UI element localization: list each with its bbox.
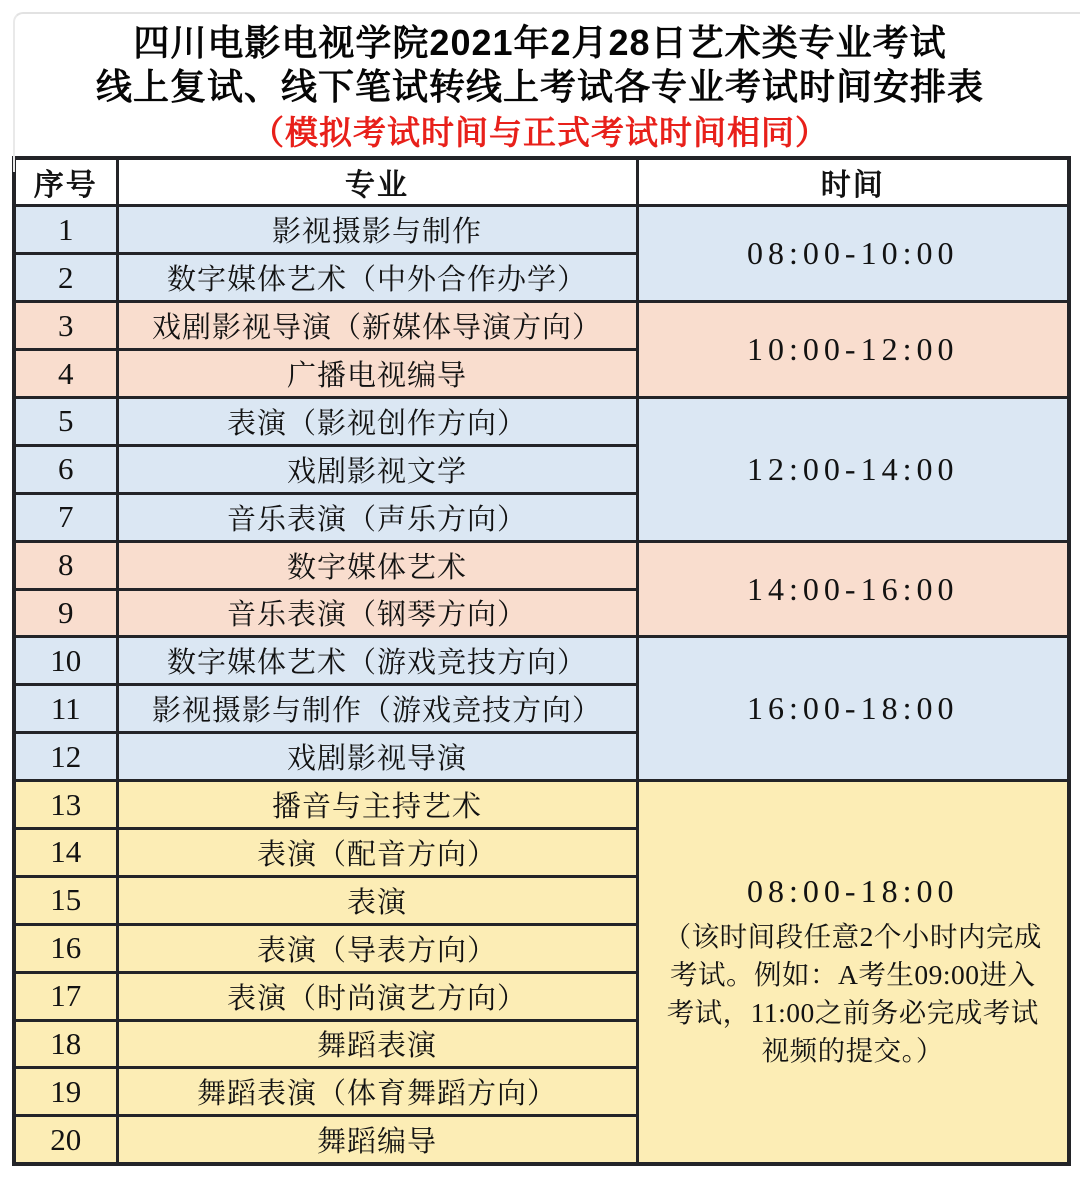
- time-cell: [637, 781, 1069, 1164]
- row-number-cell: 15: [14, 876, 117, 924]
- row-number-cell: 16: [14, 924, 117, 972]
- major-cell: 舞蹈表演（体育舞蹈方向）: [117, 1068, 637, 1116]
- row-number-cell: 14: [14, 828, 117, 876]
- row-number-cell: 2: [14, 254, 117, 302]
- row-number-cell: 3: [14, 302, 117, 350]
- time-cell: 14:00-16:00: [637, 541, 1069, 637]
- table-row: [14, 397, 1069, 445]
- major-cell: 表演（导表方向）: [117, 924, 637, 972]
- row-number-cell: 5: [14, 397, 117, 445]
- major-cell: 广播电视编导: [117, 350, 637, 398]
- time-cell: 16:00-18:00: [637, 637, 1069, 781]
- major-cell: 戏剧影视文学: [117, 445, 637, 493]
- major-cell: 播音与主持艺术: [117, 781, 637, 829]
- major-cell: 数字媒体艺术（中外合作办学）: [117, 254, 637, 302]
- major-cell: 影视摄影与制作（游戏竞技方向）: [117, 685, 637, 733]
- time-cell: 12:00-14:00: [637, 397, 1069, 541]
- time-cell: 08:00-10:00: [637, 206, 1069, 302]
- table-row: [14, 206, 1069, 254]
- major-cell: 戏剧影视导演（新媒体导演方向）: [117, 302, 637, 350]
- subtitle-note: （模拟考试时间与正式考试时间相同）: [251, 114, 829, 151]
- major-cell: 音乐表演（声乐方向）: [117, 493, 637, 541]
- row-number-cell: 19: [14, 1068, 117, 1116]
- major-cell: 表演: [117, 876, 637, 924]
- major-cell: 数字媒体艺术（游戏竞技方向）: [117, 637, 637, 685]
- col-header-major: 专业: [117, 158, 637, 206]
- major-cell: 音乐表演（钢琴方向）: [117, 589, 637, 637]
- major-cell: 戏剧影视导演: [117, 733, 637, 781]
- major-cell: 数字媒体艺术: [117, 541, 637, 589]
- row-number-cell: 13: [14, 781, 117, 829]
- header-row: [14, 158, 1069, 206]
- row-number-cell: 6: [14, 445, 117, 493]
- table-row: [14, 781, 1069, 829]
- row-number-cell: 17: [14, 972, 117, 1020]
- row-number-cell: 1: [14, 206, 117, 254]
- table-row: [14, 637, 1069, 685]
- time-note-line: 考试，11:00之前务必完成考试: [666, 997, 1039, 1029]
- time-range: 08:00-18:00: [747, 873, 959, 910]
- row-number-cell: 7: [14, 493, 117, 541]
- time-note-line: 考试。例如：A考生09:00进入: [670, 959, 1036, 991]
- major-cell: 舞蹈编导: [117, 1116, 637, 1164]
- row-number-cell: 11: [14, 685, 117, 733]
- col-header-time: 时间: [637, 158, 1069, 206]
- time-cell: 10:00-12:00: [637, 302, 1069, 398]
- table-row: [14, 541, 1069, 589]
- row-number-cell: 18: [14, 1020, 117, 1068]
- row-number-cell: 12: [14, 733, 117, 781]
- page-title-line-1: 四川电影电视学院2021年2月28日艺术类专业考试: [133, 22, 947, 63]
- major-cell: 表演（影视创作方向）: [117, 397, 637, 445]
- exam-schedule-table: [12, 156, 1071, 1166]
- time-note-line: 视频的提交。）: [761, 1035, 944, 1067]
- major-cell: 表演（配音方向）: [117, 828, 637, 876]
- major-cell: 影视摄影与制作: [117, 206, 637, 254]
- page-title-line-2: 线上复试、线下笔试转线上考试各专业考试时间安排表: [95, 66, 984, 107]
- major-cell: 舞蹈表演: [117, 1020, 637, 1068]
- row-number-cell: 10: [14, 637, 117, 685]
- table-row: [14, 302, 1069, 350]
- time-note-line: （该时间段任意2个小时内完成: [663, 921, 1042, 953]
- page-header: [0, 0, 1080, 156]
- row-number-cell: 20: [14, 1116, 117, 1164]
- major-cell: 表演（时尚演艺方向）: [117, 972, 637, 1020]
- col-header-no: 序号: [14, 158, 117, 206]
- row-number-cell: 9: [14, 589, 117, 637]
- row-number-cell: 8: [14, 541, 117, 589]
- row-number-cell: 4: [14, 350, 117, 398]
